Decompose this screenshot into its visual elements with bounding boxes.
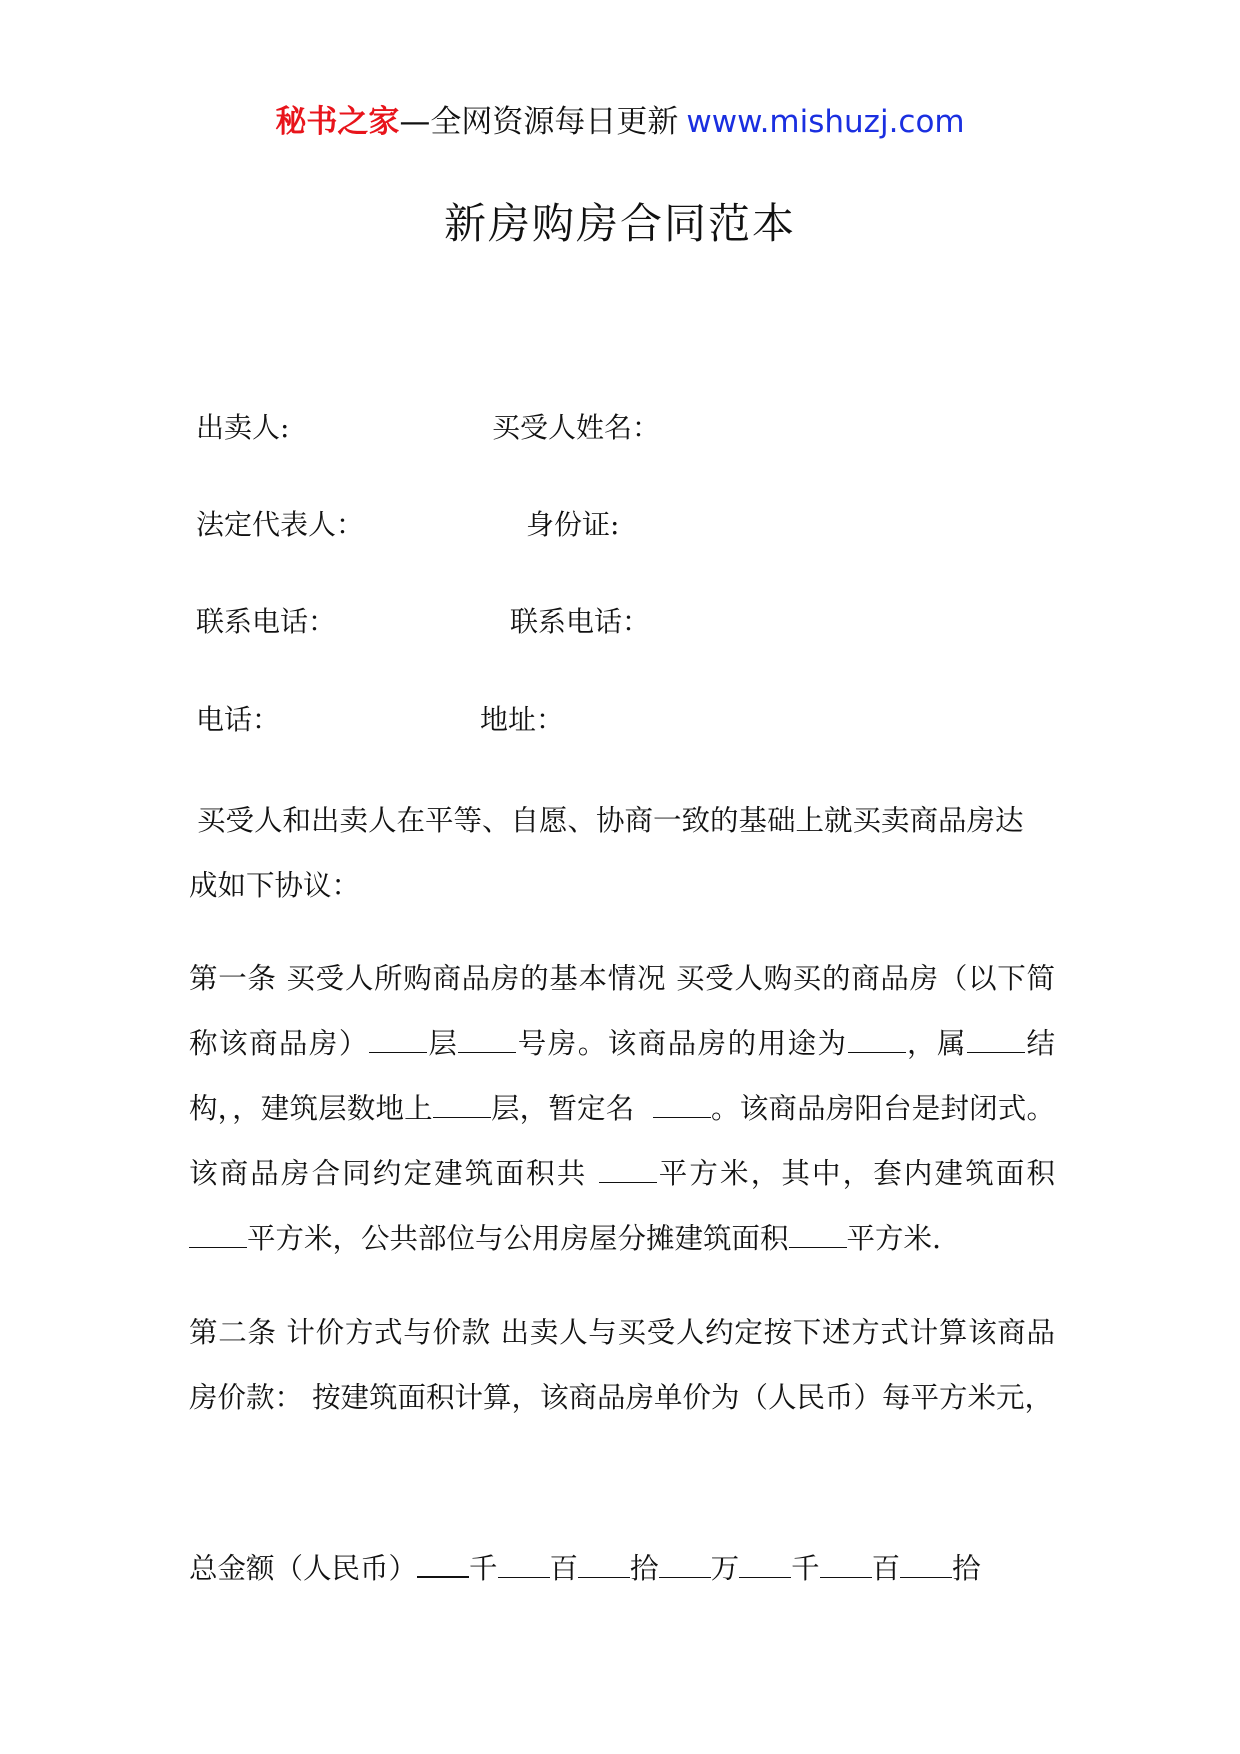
address-label: 地址： (480, 703, 565, 736)
unit-wan: 万 (710, 1552, 740, 1585)
article-1-text: 第一条 买受人所购商品房的基本情况 买受人购买的商品房（以下简称该商品房） (189, 962, 1055, 1060)
unit-shi: 拾 (952, 1552, 981, 1585)
article-1-text: 层，暂定名 (490, 1092, 635, 1125)
buyer-phone-label: 联系电话： (510, 605, 651, 638)
seller-phone-label: 联系电话： (196, 605, 337, 638)
floor-blank[interactable] (369, 1051, 427, 1053)
unit-qian: 千 (469, 1552, 498, 1585)
intro-paragraph (189, 788, 1055, 918)
room-number-blank[interactable] (458, 1051, 516, 1053)
article-1-text: 。该商品房阳台是封闭式。该商品房合同约定建筑面积共 (189, 1092, 1055, 1190)
total-blank[interactable] (498, 1576, 550, 1578)
intro-line-1: 买受人和出卖人在平等、自愿、协商一致的基础上就买卖商品房达 (197, 804, 1024, 837)
total-blank[interactable] (578, 1576, 630, 1578)
article-1-text: 层 (426, 1027, 459, 1060)
article-1-text: ，属 (905, 1027, 967, 1060)
id-card-label: 身份证: (526, 508, 620, 541)
unit-qian: 千 (791, 1552, 820, 1585)
article-1-text: 号房。该商品房的用途为 (516, 1027, 848, 1060)
article-1-text: 平方米. (846, 1222, 942, 1255)
phone-label: 电话： (196, 703, 281, 736)
total-blank[interactable] (417, 1575, 469, 1578)
building-area-blank[interactable] (599, 1181, 657, 1183)
site-header (0, 100, 1240, 144)
article-1-text: 平方米，其中，套内建筑面积 (656, 1157, 1055, 1190)
total-blank[interactable] (900, 1576, 952, 1578)
tentative-name-blank[interactable] (653, 1116, 711, 1118)
article-2-text: 第二条 计价方式与价款 出卖人与买受人约定按下述方式计算该商品房价款： 按建筑面积计算，该商品房单价为（人民币）每平方米元， (189, 1316, 1055, 1414)
brand-name: 秘书之家 (275, 104, 400, 140)
article-1 (189, 946, 1055, 1271)
unit-bai: 百 (871, 1552, 901, 1585)
header-tagline: —全网资源每日更新 (399, 104, 679, 140)
unit-bai: 百 (549, 1552, 579, 1585)
unit-shi: 拾 (630, 1552, 659, 1585)
site-url-link[interactable]: www.mishuzj.com (686, 104, 965, 140)
total-blank[interactable] (739, 1576, 791, 1578)
article-1-text: 结构，，建筑层数地上 (189, 1027, 1055, 1125)
shared-area-blank[interactable] (789, 1246, 847, 1248)
unit-area-blank[interactable] (189, 1246, 247, 1248)
page-title: 新房购房合同范本 (443, 199, 796, 248)
floors-above-ground-blank[interactable] (433, 1116, 491, 1118)
total-amount-label: 总金额（人民币） (189, 1552, 418, 1585)
total-blank[interactable] (820, 1576, 872, 1578)
total-blank[interactable] (659, 1576, 711, 1578)
article-2 (189, 1300, 1055, 1430)
legal-rep-label: 法定代表人： (196, 508, 365, 541)
buyer-name-label: 买受人姓名： (492, 411, 661, 444)
total-amount (189, 1536, 1055, 1601)
usage-blank[interactable] (848, 1051, 906, 1053)
structure-blank[interactable] (967, 1051, 1025, 1053)
seller-label: 出卖人: (196, 411, 290, 444)
article-1-text: 平方米，公共部位与公用房屋分摊建筑面积 (247, 1222, 789, 1255)
intro-line-2: 成如下协议： (189, 869, 361, 902)
